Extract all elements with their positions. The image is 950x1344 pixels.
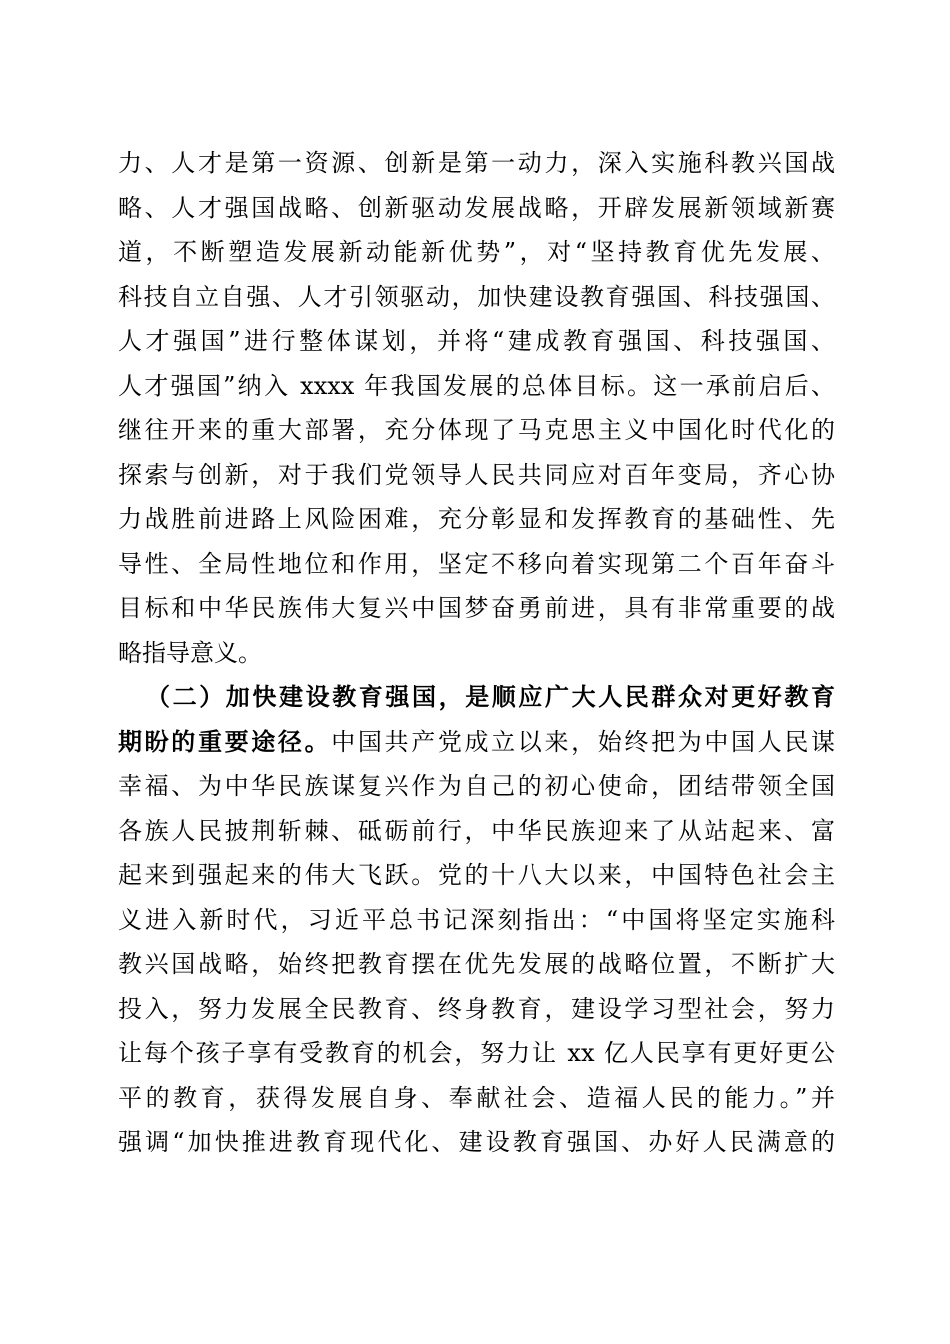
paragraph-2 [118, 675, 835, 1165]
text-line: 探索与创新，对于我们党领导人民共同应对百年变局，齐心协 [118, 460, 835, 489]
text-line: 力战胜前进路上风险困难，充分彰显和发挥教育的基础性、先 [118, 505, 835, 533]
text-line: 起来到强起来的伟大飞跃。党的十八大以来，中国特色社会主 [118, 861, 835, 889]
text-line: 继往开来的重大部署，充分体现了马克思主义中国化时代化的 [118, 416, 835, 444]
text-line: 力、人才是第一资源、创新是第一动力，深入实施科教兴国战 [118, 149, 835, 177]
document-page-body [118, 141, 835, 1165]
section-heading-line: （二）加快建设教育强国，是顺应广大人民群众对更好教育 [146, 682, 835, 711]
text-line: 科技自立自强、人才引领驱动，加快建设教育强国、科技强国、 [118, 282, 835, 311]
text-line: 教兴国战略，始终把教育摆在优先发展的战略位置，不断扩大 [118, 950, 835, 978]
text-line: 强调“加快推进教育现代化、建设教育强国、办好人民满意的 [118, 1128, 835, 1156]
text-line: 略、人才强国战略、创新驱动发展战略，开辟发展新领域新赛 [118, 193, 835, 222]
text-line: 让每个孩子享有受教育的机会，努力让 xx 亿人民享有更好更公 [118, 1039, 835, 1067]
text-line: 幸福、为中华民族谋复兴作为自己的初心使命，团结带领全国 [118, 772, 835, 800]
text-line: 平的教育，获得发展自身、奉献社会、造福人民的能力。”并 [118, 1083, 835, 1112]
text-line: 各族人民披荆斩棘、砥砺前行，中华民族迎来了从站起来、富 [118, 816, 835, 845]
text-line: 义进入新时代，习近平总书记深刻指出：“中国将坚定实施科 [118, 905, 835, 934]
text-line: 人才强国”进行整体谋划，并将“建成教育强国、科技强国、 [118, 327, 835, 355]
text-line: 目标和中华民族伟大复兴中国梦奋勇前进，具有非常重要的战 [118, 594, 835, 622]
body-text: 中国共产党成立以来，始终把为中国人民谋 [331, 727, 835, 756]
text-line: 道，不断塑造发展新动能新优势”，对“坚持教育优先发展、 [118, 238, 835, 266]
section-heading-tail: 期盼的重要途径。 [118, 726, 332, 756]
text-line: 略指导意义。 [118, 638, 262, 667]
text-line [118, 720, 835, 765]
paragraph-1 [118, 141, 835, 675]
text-line: 人才强国”纳入 xxxx 年我国发展的总体目标。这一承前启后、 [118, 371, 835, 400]
text-line: 导性、全局性地位和作用，坚定不移向着实现第二个百年奋斗 [118, 549, 835, 578]
text-line: 投入，努力发展全民教育、终身教育，建设学习型社会，努力 [118, 994, 835, 1023]
